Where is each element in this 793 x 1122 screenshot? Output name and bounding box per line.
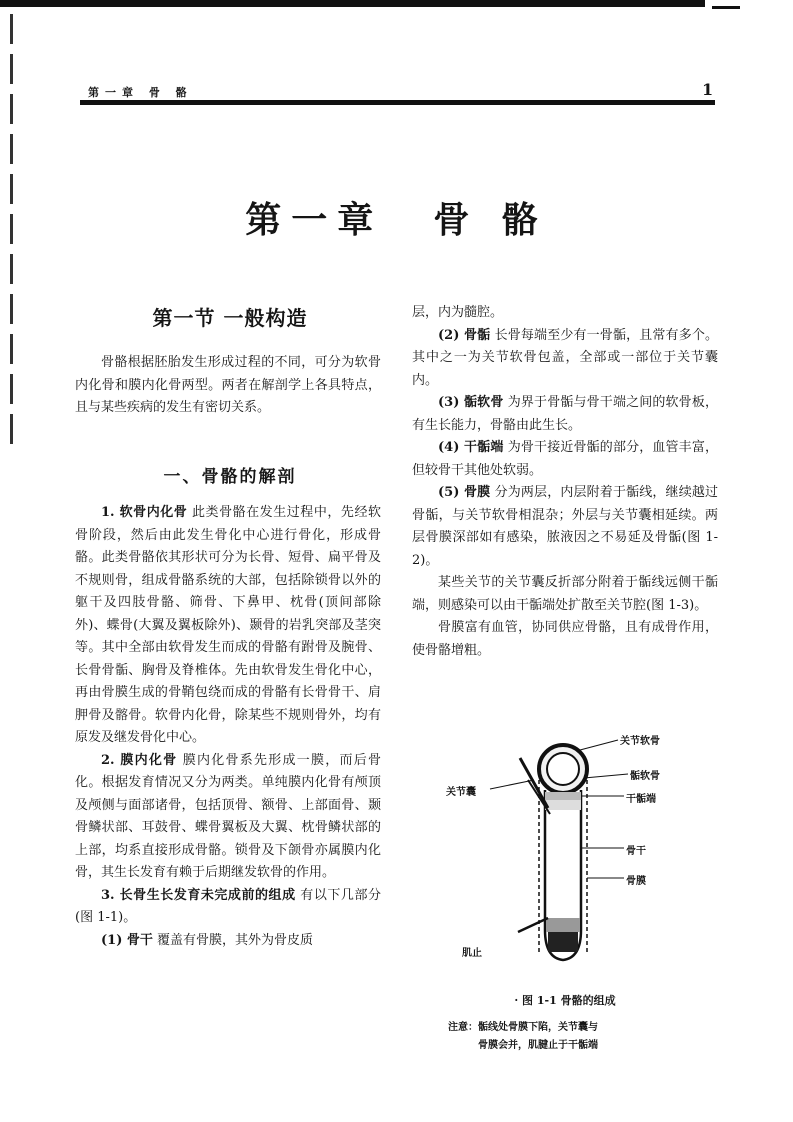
running-header-title: 第一章 骨 骼 (88, 86, 193, 99)
leader-line (584, 774, 628, 778)
paragraph-lead: 1. 软骨内化骨 (101, 505, 188, 520)
paragraph-lead: 3. 长骨生长发育未完成前的组成 (101, 887, 296, 903)
label-periosteum: 骨膜 (626, 876, 646, 887)
item-text: 长骨每端至少有一骨骺，且常有多个。其中之一为关节软骨包盖，全部或一部位于关节囊内。 (412, 327, 718, 388)
paragraph-text: 覆盖有骨膜，其外为骨皮质 (157, 932, 314, 948)
item-periosteum (412, 482, 718, 572)
item-text: 为界于骨骺与骨干端之间的软骨板，有生长能力，骨骼由此生长。 (412, 395, 718, 433)
figure-note-line-2: 骨膜会并，肌腱止于干骺端 (478, 1040, 598, 1051)
paragraph-joint-capsule: 某些关节的关节囊反折部分附着于骺线远侧干骺端，则感染可以由干骺端处扩散至关节腔(图 1-3)。 (412, 575, 718, 613)
label-articular-cartilage: 关节软骨 (620, 736, 660, 747)
left-column-body (75, 502, 381, 952)
chapter-title-number: 第一章 (245, 199, 384, 241)
intro-paragraph: 骨骼根据胚胎发生形成过程的不同，可分为软骨内化骨和膜内化骨两型。两者在解剖学上各具特点，且与某些疾病的发生有密切关系。 (75, 355, 381, 415)
item-lead: (3) 骺软骨 (438, 395, 504, 410)
distal-metaphysis-band (546, 918, 580, 932)
chapter-title-name: 骨 骼 (433, 199, 548, 241)
page-number: 1 (702, 80, 714, 99)
distal-epiphysis-block (548, 932, 578, 952)
paragraph-continuation: 层，内为髓腔。 (412, 305, 504, 320)
section-intro (75, 352, 381, 420)
right-column-body (412, 302, 718, 662)
leader-line (490, 780, 534, 789)
paragraph-endochondral (75, 502, 381, 750)
paragraph-periosteum-blood: 骨膜富有血管，协同供应骨骼，且有成骨作用，使骨骼增粗。 (412, 620, 718, 658)
muscle-attachment-line (518, 918, 548, 932)
label-metaphysis: 干骺端 (626, 794, 656, 805)
figure-bone-composition (430, 722, 710, 992)
figure-caption: · 图 1-1 骨骼的组成 (514, 994, 616, 1007)
paragraph-text: 有以下几部分(图 1-1)。 (75, 887, 381, 925)
item-lead: (5) 骨膜 (438, 485, 491, 500)
subsection-title: 一、骨骼的解剖 (163, 467, 297, 487)
item-epiphyseal-cartilage (412, 392, 718, 437)
epiphyseal-plate-band (545, 792, 581, 800)
label-joint-capsule: 关节囊 (446, 787, 476, 798)
figure-note-line-1: 注意：骺线处骨膜下陷，关节囊与 (448, 1022, 598, 1033)
top-scan-dash (712, 6, 740, 9)
leader-line (580, 740, 618, 750)
section-title: 第一节 一般构造 (152, 306, 308, 330)
paragraph-lead: (1) 骨干 (101, 932, 153, 948)
paragraph-intramembranous (75, 750, 381, 885)
paragraph-long-bone-parts (75, 885, 381, 930)
label-muscle-attachment: 肌止 (462, 948, 482, 959)
paragraph-text: 此类骨骼在发生过程中，先经软骨阶段，然后由此发生骨化中心进行骨化，形成骨骼。此类骨骼依其形状可分为长骨、短骨、扁平骨及不规则骨，组成骨骼系统的大部，包括除锁骨以外的躯干及四肢骨骼、筛骨、下鼻甲、枕骨(顶间部除外)、蝶骨(大翼及翼板除外)、颞骨的岩乳突部及茎突等。其中全部由软骨发生而成的骨骼有跗骨及腕骨、长骨骨骺、胸骨及脊椎体。先由软骨发生骨化中心，再由骨膜生成的骨鞘包绕而成的骨骼有长骨骨干、肩胛骨及髂骨。软骨内化骨，除某些不规则骨外，均有原发及继发骨化中心。 (75, 505, 381, 745)
header-rule (80, 100, 715, 105)
epiphysis-shape (547, 753, 579, 785)
item-epiphysis (412, 325, 718, 393)
chapter-title (0, 192, 793, 243)
item-text: 分为两层，内层附着于骺线，继续越过骨骺，与关节软骨相混杂；外层与关节囊相延续。两层骨膜深部如有感染，脓液因之不易延及骨骺(图 1-2)。 (412, 485, 718, 568)
paragraph-diaphysis (75, 930, 381, 953)
label-epiphyseal-cartilage: 骺软骨 (630, 771, 660, 782)
item-text: 为骨干接近骨骺的部分，血管丰富，但较骨干其他处软弱。 (412, 440, 718, 478)
label-diaphysis: 骨干 (626, 846, 646, 857)
item-metaphysis (412, 437, 718, 482)
paragraph-lead: 2. 膜内化骨 (101, 752, 178, 768)
top-scan-rule (0, 0, 705, 7)
item-lead: (2) 骨骺 (438, 327, 491, 343)
metaphysis-band (545, 800, 581, 810)
paragraph-text: 膜内化骨系先形成一膜，而后骨化。根据发育情况又分为两类。单纯膜内化骨有颅顶及颅侧与面部诸骨，包括顶骨、额骨、上部面骨、颞骨鳞状部、耳鼓骨、蝶骨翼板及大翼、枕骨鳞状部的上部，均系直接形成骨骼。锁骨及下颌骨亦属膜内化骨，其生长发育有赖于后期继发软骨的作用。 (75, 752, 381, 880)
item-lead: (4) 干骺端 (438, 440, 504, 455)
